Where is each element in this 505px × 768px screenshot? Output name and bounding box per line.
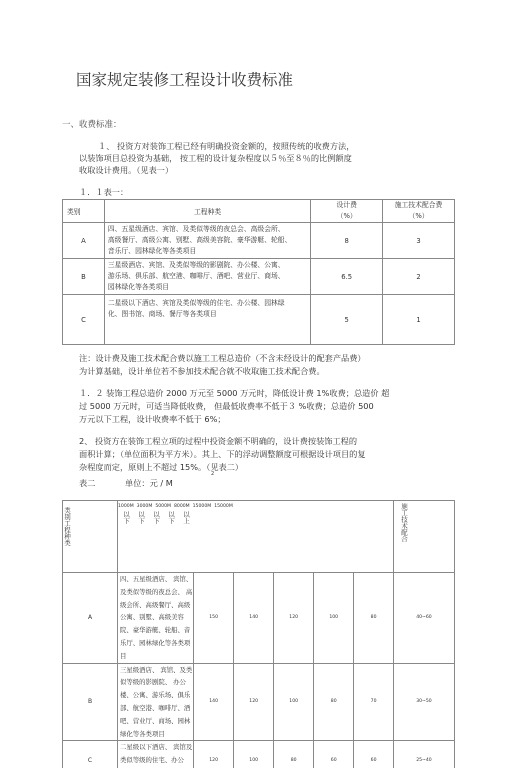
header-area: 15000M — [214, 504, 233, 509]
paragraph-line: 收取设计费用。（见表一） — [79, 165, 174, 175]
row-value: 25~40 — [393, 741, 454, 768]
row-value: 120 — [234, 663, 274, 741]
row-type-line: 高级餐厅、高级公寓、别墅、高级美容院、豪华游艇、轮船、 — [107, 236, 292, 244]
table-row — [63, 259, 455, 295]
table2-unit: 单位：元 / M — [125, 478, 173, 488]
table-row — [63, 223, 455, 259]
row-design-fee: 6.5 — [311, 259, 383, 295]
paragraph-line: 2、 投资方在装饰工程立项的过程中投资金额不明确的，设计费按装饰工程的 — [79, 436, 358, 446]
section-heading: 一、收费标准： — [62, 120, 122, 130]
header-area-suffix: 以下 — [122, 511, 130, 524]
row-value: 120 — [194, 741, 234, 768]
row-value: 100 — [314, 573, 354, 664]
row-category: A — [63, 573, 118, 664]
paragraph-line: 面积计算；（单位面积为平方米）。其上、下的浮动调整额度可根据设计项目的复 — [79, 449, 366, 459]
row-type-line: 音乐厅、园林绿化等各类项目 — [107, 247, 197, 255]
row-category: C — [63, 295, 105, 345]
header-tech-label: 施工技术配合 — [399, 503, 408, 542]
paragraph-line: 万元以下工程，设计收费率不低于 6%； — [79, 414, 226, 424]
header-area-suffix: 以下 — [152, 511, 160, 524]
header-area: 15000M — [192, 504, 212, 509]
header-design-fee-unit: （%） — [336, 212, 357, 220]
row-category: C — [63, 741, 118, 768]
row-tech-fee: 3 — [383, 223, 455, 259]
row-value: 80 — [274, 741, 314, 768]
header-category — [63, 501, 118, 573]
paragraph-line: 杂程度而定，原则上不超过 15%。（见表二） — [79, 462, 244, 472]
row-category: B — [63, 259, 105, 295]
row-design-fee: 5 — [311, 295, 383, 345]
row-value: 100 — [234, 741, 274, 768]
row-type — [104, 259, 310, 295]
header-tech-fee-unit: （%） — [408, 212, 429, 220]
header-area: 1000M — [118, 504, 134, 509]
row-tech-fee: 2 — [383, 259, 455, 295]
row-value: 30~50 — [393, 663, 454, 741]
row-type — [104, 295, 310, 345]
fee-table-1 — [62, 199, 455, 345]
row-desc: 二星级以下酒店、 宾馆及类似等级的住宅、办公 — [118, 741, 194, 768]
header-area: 3000M — [136, 504, 153, 509]
table1-caption: １．１表一： — [79, 187, 129, 197]
row-type-line: 二星级以下酒店、宾馆及类似等级的住宅、办公楼、园林绿 — [107, 299, 285, 307]
row-value: 80 — [354, 573, 394, 664]
table-header-row — [63, 200, 455, 223]
row-type-line: 化、图书馆、商场、餐厅等各类项目 — [107, 310, 217, 318]
row-type-line: 游乐场、俱乐部、航空港、咖啡厅、酒吧、营业厅、商场、 — [107, 272, 285, 280]
header-tech-fee-label: 施工技术配合费 — [394, 201, 443, 209]
header-category: 类别 — [63, 200, 105, 223]
note-line: 注：设计费及施工技术配合费以施工工程总造价（不含未经设计的配套产品费） — [79, 353, 366, 363]
paragraph-line: １、 投资方对装饰工程已经有明确投资金额的，按照传统的收费方法， — [98, 141, 355, 151]
table-row — [63, 295, 455, 345]
row-desc: 三星级酒店、 宾馆、及类似等级的影剧院、 办公楼、公寓、游乐场、俱乐部、航空港、咖啡厅、酒吧、营业厅、商场、园林绿化等各类项目 — [118, 663, 194, 741]
row-type-line: 三星级酒店、宾馆、及类似等级的影剧院、办公楼、公寓、 — [107, 261, 285, 269]
row-category: B — [63, 663, 118, 741]
paragraph-line: 以装饰项目总投资为基础， 按工程的设计复杂程度以５％至８％的比例额度 — [79, 153, 352, 163]
table-row — [63, 741, 455, 768]
row-value: 60 — [354, 741, 394, 768]
header-category-label: 类别工程种类 — [63, 507, 71, 546]
row-category: A — [63, 223, 105, 259]
header-tech-fee — [383, 200, 455, 223]
row-type-line: 园林绿化等各类项目 — [107, 283, 170, 291]
header-area: 5000M — [155, 504, 171, 509]
paragraph-line: １．２ 装饰工程总造价 2000 万元至 5000 万元时，降低设计费 1%收费；总造价 超 — [79, 388, 390, 398]
header-area-row — [118, 504, 393, 509]
row-value: 40~60 — [393, 573, 454, 664]
header-design-fee-label: 设计费 — [336, 201, 357, 209]
table2-caption: 表二 — [79, 478, 96, 488]
row-value: 120 — [274, 573, 314, 664]
row-value: 80 — [314, 663, 354, 741]
table-row — [63, 663, 455, 741]
header-area-suffix: 以上 — [182, 511, 190, 524]
row-value: 100 — [274, 663, 314, 741]
row-value: 60 — [314, 741, 354, 768]
row-type — [104, 223, 310, 259]
header-area-group — [118, 501, 394, 573]
row-value: 70 — [354, 663, 394, 741]
table-row — [63, 573, 455, 664]
row-desc: 四、五星级酒店、 宾馆、及类似等级的夜总会、 高级会所、高级餐厅、高级公寓、别墅、高级美容院、豪华游艇、轮船、音乐厅、园林绿化等各类项目 — [118, 573, 194, 664]
row-value: 140 — [234, 573, 274, 664]
row-value: 140 — [194, 663, 234, 741]
row-design-fee: 8 — [311, 223, 383, 259]
header-type: 工程种类 — [104, 200, 310, 223]
paragraph-line: 过 5000 万元时，可适当降低收费， 但最低收费率不低于３ %收费；总造价 500 — [79, 401, 374, 411]
header-design-fee — [311, 200, 383, 223]
page-title: 国家规定装修工程设计收费标准 — [76, 71, 294, 89]
header-tech — [393, 501, 454, 573]
row-tech-fee: 1 — [383, 295, 455, 345]
fee-table-2 — [62, 500, 455, 768]
header-area-suffix: 以下 — [167, 511, 175, 524]
table-header-row — [63, 501, 455, 573]
row-value: 150 — [194, 573, 234, 664]
superscript-2: 2 — [211, 471, 215, 477]
row-type-line: 四、五星级酒店、宾馆、及类似等级的夜总会、高级会所、 — [107, 225, 285, 233]
header-area: 8000M — [173, 504, 190, 509]
note-line: 为计算基础，设计单位若不参加技术配合就不收取施工技术配合费。 — [79, 366, 325, 376]
header-area-suffix: 以下 — [137, 511, 145, 524]
header-area-suffix-row — [122, 511, 393, 524]
